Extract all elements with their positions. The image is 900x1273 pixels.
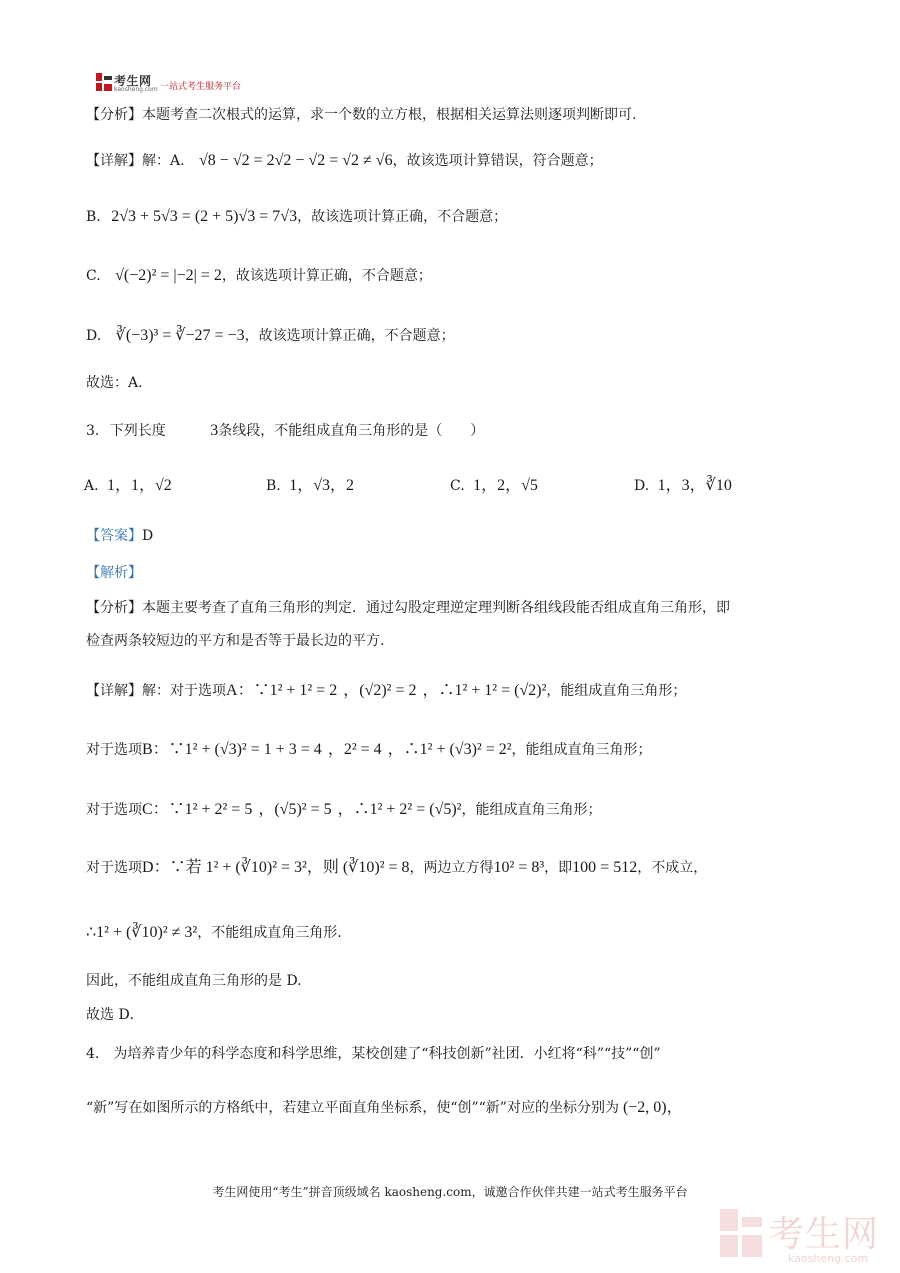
q3-option-label: B. <box>266 478 281 494</box>
q2-detail-c <box>86 265 432 285</box>
q3-option-value: 1，3，∛10 <box>657 477 732 494</box>
detail-math: ，则 (∛10)² = 8 <box>306 859 410 876</box>
q2-a-text: ，故该选项计算错误，符合题意； <box>392 153 603 169</box>
q2-a-math: √8 − √2 = 2√2 − √2 = √2 ≠ √6 <box>199 152 393 169</box>
detail-option: D <box>142 859 154 876</box>
q3-option-c <box>450 472 538 495</box>
detail-text: ，两边立方得 <box>409 860 494 876</box>
detail-math: ，∴1² + 1² = (√2)² <box>422 682 547 699</box>
q2-choose: 故选：A. <box>86 375 143 391</box>
q2-detail-a <box>86 150 603 170</box>
page-footer: 考生网使用“考生”拼音顶级域名 kaosheng.com，诚邀合作伙伴共建一站式考生服务平台 <box>212 1185 688 1199</box>
detail-math: ：∵若 1² + (∛10)² = 3² <box>153 859 307 876</box>
q3-option-label: A. <box>84 478 99 494</box>
q3-detail-a <box>86 677 686 700</box>
q2-d-label: D. <box>86 328 102 344</box>
q3-answer <box>86 525 153 545</box>
q3-detail-d <box>86 854 707 877</box>
q3-option-b <box>266 472 354 495</box>
q3-stem-num: 3 <box>210 422 219 439</box>
detail-tail: ，不能组成直角三角形. <box>197 925 342 941</box>
q3-detail-b <box>86 736 652 759</box>
detail-math: ∴1² + (∛10)² ≠ 3² <box>86 924 198 941</box>
detail-math: ，(√5)² = 5 <box>258 801 332 818</box>
watermark-name: 考生网 <box>768 1214 880 1255</box>
detail-math: ：∵1² + (√3)² = 1 + 3 = 4 <box>152 741 322 758</box>
detail-option: C <box>142 801 153 818</box>
q2-detail-prefix: 【详解】解：A. <box>86 153 185 169</box>
q3-option-a <box>84 472 172 495</box>
q3-option-label: C. <box>450 478 465 494</box>
q2-c-math: √(−2)² = |−2| = 2 <box>115 267 222 284</box>
q2-b-text: ，故该选项计算正确，不合题意； <box>297 209 508 225</box>
logo-mark-icon <box>96 73 112 91</box>
q2-b-math: 2√3 + 5√3 = (2 + 5)√3 = 7√3 <box>111 208 298 225</box>
detail-math: ：∵1² + 1² = 2 <box>237 682 338 699</box>
q3-choose: 故选 D． <box>86 1007 144 1023</box>
detail-tail: ，能组成直角三角形； <box>546 683 687 699</box>
q3-option-label: D. <box>634 478 650 494</box>
detail-tail: ，能组成直角三角形； <box>511 742 652 758</box>
q2-detail-b <box>86 206 507 226</box>
q4-line2-math: (−2, 0)， <box>622 1099 683 1116</box>
logo-domain: kaosheng.com <box>114 86 158 93</box>
q2-c-label: C. <box>86 268 101 284</box>
q3-option-value: 1，√3，2 <box>289 477 354 494</box>
detail-text: ，即 <box>544 860 573 876</box>
q4-line2 <box>86 1094 683 1117</box>
answer-tag: 【答案】 <box>86 528 142 544</box>
detail-prefix: 对于选项 <box>86 860 142 876</box>
q3-number: 3. <box>86 423 100 439</box>
q3-detail-c <box>86 796 601 819</box>
detail-prefix: 对于选项 <box>86 802 142 818</box>
detail-option: A <box>226 682 238 699</box>
q2-b-label: B. <box>86 209 101 225</box>
q3-option-d <box>634 472 732 495</box>
logo-slogan: 一站式考生服务平台 <box>160 82 242 92</box>
watermark-domain: kaosheng.com <box>788 1252 869 1265</box>
detail-tail: ，不成立， <box>637 860 708 876</box>
q3-option-value: 1，2，√5 <box>473 477 538 494</box>
detail-math: 10² = 8³ <box>493 859 545 876</box>
detail-math: ：∵1² + 2² = 5 <box>152 801 253 818</box>
q3-stem-a: 下列长度 <box>109 423 166 439</box>
q2-c-text: ，故该选项计算正确，不合题意； <box>221 268 432 284</box>
detail-tail: ，能组成直角三角形； <box>461 802 602 818</box>
q3-stem <box>86 420 484 440</box>
q3-detail-d-conclusion <box>86 922 342 942</box>
detail-math: ，2² = 4 <box>327 741 382 758</box>
jiexi-tag: 【解析】 <box>86 565 142 581</box>
q3-option-value: 1，1，√2 <box>107 477 172 494</box>
detail-math: ，(√2)² = 2 <box>343 682 417 699</box>
detail-math: ，∴1² + (√3)² = 2² <box>387 741 512 758</box>
detail-prefix: 对于选项 <box>86 742 142 758</box>
detail-prefix: 【详解】解：对于选项 <box>86 683 226 699</box>
detail-math: ，∴1² + 2² = (√5)² <box>337 801 462 818</box>
q2-d-text: ，故该选项计算正确，不合题意； <box>244 328 455 344</box>
q2-analysis: 【分析】本题考查二次根式的运算，求一个数的立方根，根据相关运算法则逐项判断即可. <box>86 107 637 123</box>
logo-name: 考生网 <box>114 74 152 88</box>
q3-analysis-line1: 【分析】本题主要考查了直角三角形的判定．通过勾股定理逆定理判断各组线段能否组成直角三角形，即 <box>86 600 730 616</box>
q4-line1: 4. 为培养青少年的科学态度和科学思维，某校创建了“科技创新”社团．小红将“科”“技”“创” <box>86 1046 661 1062</box>
q3-therefore: 因此，不能组成直角三角形的是 D. <box>86 973 302 989</box>
q3-stem-b: 条线段，不能组成直角三角形的是（ ） <box>218 423 485 439</box>
q2-detail-d <box>86 325 455 345</box>
q2-d-math: ∛(−3)³ = ∛−27 = −3 <box>115 327 245 344</box>
q4-line2-text: “新”写在如图所示的方格纸中，若建立平面直角坐标系，使“创”“新”对应的坐标分别为 <box>86 1100 619 1116</box>
q3-analysis-line2: 检查两条较短边的平方和是否等于最长边的平方. <box>86 633 385 649</box>
answer-value: D <box>142 528 154 544</box>
detail-math: 100 = 512 <box>572 859 638 876</box>
detail-option: B <box>142 741 153 758</box>
